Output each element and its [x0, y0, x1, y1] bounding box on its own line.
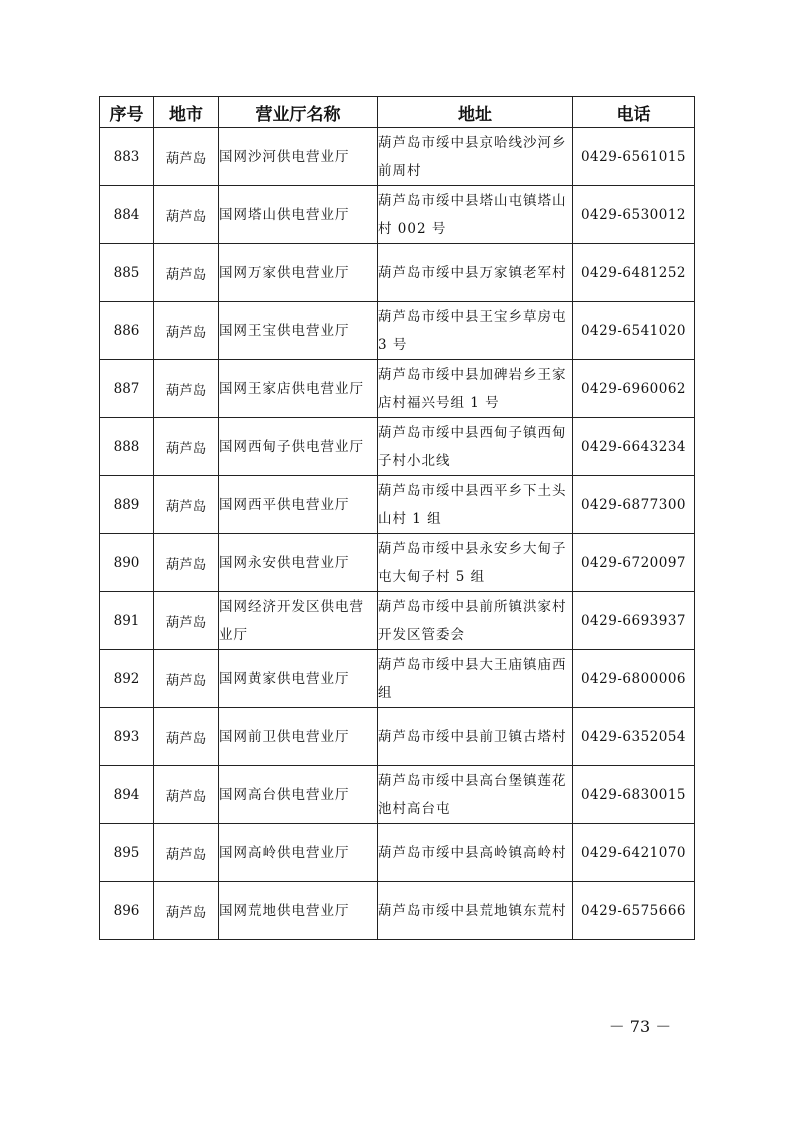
table-body [100, 128, 695, 940]
cell-address: 葫芦岛市绥中县西甸子镇西甸子村小北线 [378, 418, 573, 476]
cell-index: 891 [100, 592, 154, 650]
cell-city: 葫芦岛 [154, 882, 219, 940]
table-header-row [100, 97, 695, 128]
table-row [100, 302, 695, 360]
cell-hall-name: 国网沙河供电营业厅 [219, 128, 378, 186]
cell-hall-name: 国网永安供电营业厅 [219, 534, 378, 592]
cell-index: 893 [100, 708, 154, 766]
cell-index: 896 [100, 882, 154, 940]
cell-city: 葫芦岛 [154, 650, 219, 708]
cell-hall-name: 国网荒地供电营业厅 [219, 882, 378, 940]
cell-address: 葫芦岛市绥中县加碑岩乡王家店村福兴号组 1 号 [378, 360, 573, 418]
cell-index: 886 [100, 302, 154, 360]
cell-address: 葫芦岛市绥中县大王庙镇庙西组 [378, 650, 573, 708]
cell-index: 887 [100, 360, 154, 418]
cell-phone: 0429-6421070 [573, 824, 695, 882]
cell-city: 葫芦岛 [154, 824, 219, 882]
cell-city: 葫芦岛 [154, 360, 219, 418]
table-row [100, 534, 695, 592]
table-row [100, 476, 695, 534]
table-row [100, 418, 695, 476]
service-hall-table [99, 96, 695, 940]
table-row [100, 128, 695, 186]
header-hall-name: 营业厅名称 [219, 97, 378, 128]
cell-city: 葫芦岛 [154, 244, 219, 302]
cell-phone: 0429-6530012 [573, 186, 695, 244]
cell-address: 葫芦岛市绥中县高岭镇高岭村 [378, 824, 573, 882]
cell-hall-name: 国网高台供电营业厅 [219, 766, 378, 824]
header-address: 地址 [378, 97, 573, 128]
cell-index: 883 [100, 128, 154, 186]
cell-hall-name: 国网高岭供电营业厅 [219, 824, 378, 882]
cell-hall-name: 国网塔山供电营业厅 [219, 186, 378, 244]
cell-phone: 0429-6643234 [573, 418, 695, 476]
table-row [100, 592, 695, 650]
cell-hall-name: 国网万家供电营业厅 [219, 244, 378, 302]
cell-index: 894 [100, 766, 154, 824]
cell-address: 葫芦岛市绥中县万家镇老军村 [378, 244, 573, 302]
cell-index: 892 [100, 650, 154, 708]
cell-hall-name: 国网王宝供电营业厅 [219, 302, 378, 360]
header-phone: 电话 [573, 97, 695, 128]
cell-hall-name: 国网西平供电营业厅 [219, 476, 378, 534]
cell-city: 葫芦岛 [154, 708, 219, 766]
cell-hall-name: 国网王家店供电营业厅 [219, 360, 378, 418]
cell-hall-name: 国网黄家供电营业厅 [219, 650, 378, 708]
cell-phone: 0429-6561015 [573, 128, 695, 186]
cell-phone: 0429-6575666 [573, 882, 695, 940]
cell-phone: 0429-6830015 [573, 766, 695, 824]
cell-city: 葫芦岛 [154, 476, 219, 534]
cell-phone: 0429-6352054 [573, 708, 695, 766]
table-row [100, 186, 695, 244]
cell-hall-name: 国网前卫供电营业厅 [219, 708, 378, 766]
cell-index: 888 [100, 418, 154, 476]
cell-address: 葫芦岛市绥中县前卫镇古塔村 [378, 708, 573, 766]
cell-index: 890 [100, 534, 154, 592]
table-row [100, 766, 695, 824]
cell-address: 葫芦岛市绥中县京哈线沙河乡前周村 [378, 128, 573, 186]
cell-city: 葫芦岛 [154, 418, 219, 476]
cell-phone: 0429-6541020 [573, 302, 695, 360]
cell-phone: 0429-6877300 [573, 476, 695, 534]
cell-index: 889 [100, 476, 154, 534]
cell-phone: 0429-6960062 [573, 360, 695, 418]
cell-phone: 0429-6720097 [573, 534, 695, 592]
cell-city: 葫芦岛 [154, 302, 219, 360]
cell-city: 葫芦岛 [154, 592, 219, 650]
cell-city: 葫芦岛 [154, 128, 219, 186]
table-row [100, 824, 695, 882]
table-row [100, 360, 695, 418]
cell-city: 葫芦岛 [154, 534, 219, 592]
cell-hall-name: 国网西甸子供电营业厅 [219, 418, 378, 476]
cell-address: 葫芦岛市绥中县高台堡镇莲花池村高台屯 [378, 766, 573, 824]
cell-address: 葫芦岛市绥中县王宝乡草房屯 3 号 [378, 302, 573, 360]
cell-address: 葫芦岛市绥中县永安乡大甸子屯大甸子村 5 组 [378, 534, 573, 592]
cell-hall-name: 国网经济开发区供电营业厅 [219, 592, 378, 650]
cell-index: 895 [100, 824, 154, 882]
cell-phone: 0429-6800006 [573, 650, 695, 708]
page-number: － 73 － [608, 1017, 672, 1036]
cell-address: 葫芦岛市绥中县塔山屯镇塔山村 002 号 [378, 186, 573, 244]
table-row [100, 244, 695, 302]
table-row [100, 708, 695, 766]
cell-phone: 0429-6693937 [573, 592, 695, 650]
cell-address: 葫芦岛市绥中县前所镇洪家村开发区管委会 [378, 592, 573, 650]
cell-index: 885 [100, 244, 154, 302]
cell-city: 葫芦岛 [154, 766, 219, 824]
header-index: 序号 [100, 97, 154, 128]
table-row [100, 882, 695, 940]
cell-phone: 0429-6481252 [573, 244, 695, 302]
cell-index: 884 [100, 186, 154, 244]
table-row [100, 650, 695, 708]
cell-address: 葫芦岛市绥中县西平乡下土头山村 1 组 [378, 476, 573, 534]
cell-address: 葫芦岛市绥中县荒地镇东荒村 [378, 882, 573, 940]
header-city: 地市 [154, 97, 219, 128]
cell-city: 葫芦岛 [154, 186, 219, 244]
